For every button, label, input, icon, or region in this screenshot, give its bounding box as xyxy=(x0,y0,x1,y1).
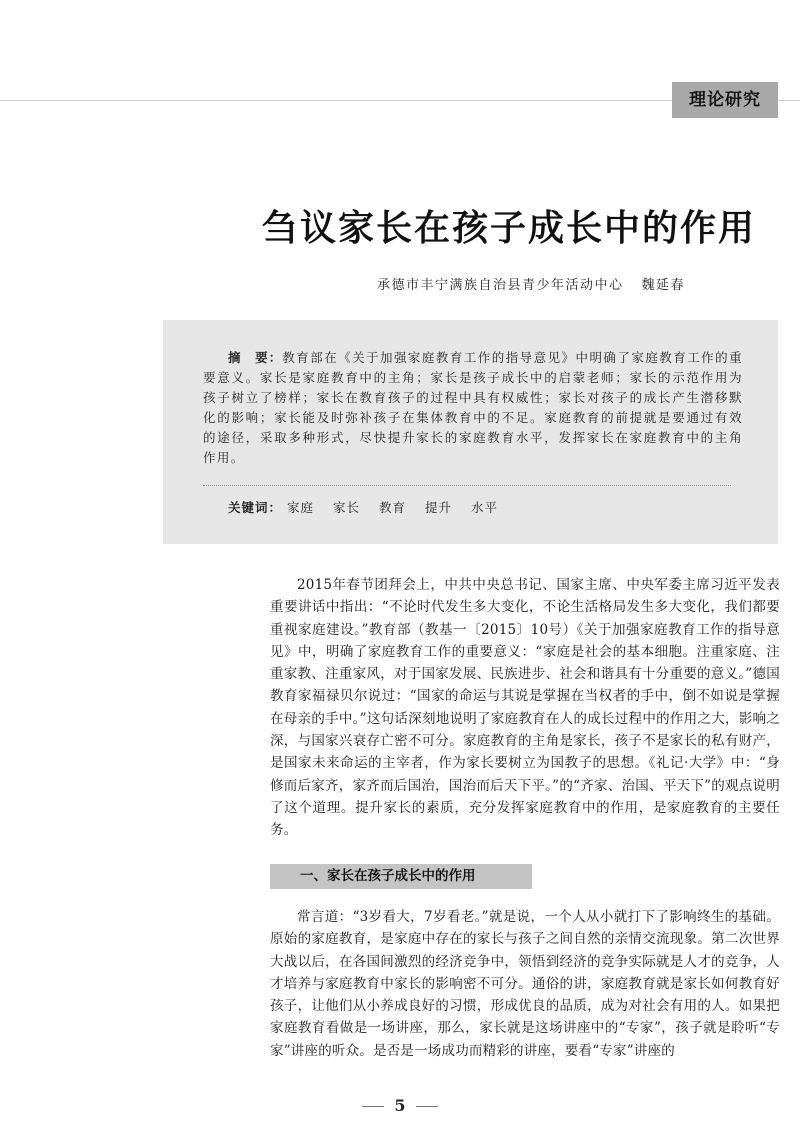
keywords-label: 关键词： xyxy=(228,500,283,515)
page-footer xyxy=(350,1096,450,1115)
abstract-divider xyxy=(203,485,731,486)
keyword: 家庭 xyxy=(287,500,315,515)
byline xyxy=(300,274,685,293)
section-heading-bar xyxy=(270,864,532,889)
keyword: 水平 xyxy=(471,500,499,515)
abstract-label: 摘 要： xyxy=(228,350,283,365)
keywords xyxy=(228,498,512,516)
abstract-text: 教育部在《关于加强家庭教育工作的指导意见》中明确了家庭教育工作的重要意义。家长是家庭教育中的主角；家长是孩子成长中的启蒙老师；家长的示范作用为孩子树立了榜样；家长在教育孩子的过程中具有权威性；家长对孩子的成长产生潜移默化的影响；家长能及时弥补孩子在集体教育中的不足。家庭教育的前提就是要通过有效的途径，采取多种形式，尽快提升家长的家庭教育水平，发挥家长在家庭教育中的主角作用。 xyxy=(203,350,743,465)
section-heading: 一、家长在孩子成长中的作用 xyxy=(300,868,476,884)
footer-dash xyxy=(362,1106,384,1107)
section-tag: 理论研究 xyxy=(672,82,778,118)
page-number: 5 xyxy=(394,1096,406,1115)
author-affiliation: 承德市丰宁满族自治县青少年活动中心 xyxy=(376,278,624,293)
abstract-box xyxy=(163,320,778,544)
body-paragraph: 常言道：“3岁看大，7岁看老。”就是说，一个人从小就打下了影响终生的基础。原始的家庭教育，是家庭中存在的家长与孩子之间自然的亲情交流现象。第二次世界大战以后，在各国间激烈的经济竞争中，领悟到经济的竞争实际就是人才的竞争，人才培养与家庭教育中家长的影响密不可分。通俗的讲，家庭教育就是家长如何教育好孩子，让他们从小养成良好的习惯，形成优良的品质，成为对社会有用的人。如果把家庭教育看做是一场讲座，那么，家长就是这场讲座中的“专家”，孩子就是聆听“专家”讲座的听众。是否是一场成功而精彩的讲座，要看“专家”讲座的 xyxy=(270,909,780,1059)
author-name: 魏延春 xyxy=(641,278,685,293)
keyword: 家长 xyxy=(333,500,361,515)
keyword: 提升 xyxy=(425,500,453,515)
article-title: 刍议家长在孩子成长中的作用 xyxy=(261,208,756,249)
keyword: 教育 xyxy=(379,500,407,515)
footer-dash xyxy=(416,1106,438,1107)
abstract xyxy=(203,348,743,468)
body-paragraph: 2015年春节团拜会上，中共中央总书记、国家主席、中央军委主席习近平发表重要讲话中指出：“不论时代发生多大变化，不论生活格局发生多大变化，我们都要重视家庭建设。”教育部（教基一〔2015〕10号）《关于加强家庭教育工作的指导意见》中，明确了家庭教育工作的重要意义：“家庭是社会的基本细胞。注重家庭、注重家教、注重家风，对于国家发展、民族进步、社会和谐具有十分重要的意义。”德国教育家福禄贝尔说过：“国家的命运与其说是掌握在当权者的手中，倒不如说是掌握在母亲的手中。”这句话深刻地说明了家庭教育在人的成长过程中的作用之大，影响之深，与国家兴衰存亡密不可分。家庭教育的主角是家长，孩子不是家长的私有财产，是国家未来命运的主宰者，作为家长要树立为国教子的思想。《礼记·大学》中：“身修而后家齐，家齐而后国治，国治而后天下平。”的“齐家、治国、平天下”的观点说明了这个道理。提升家长的素质，充分发挥家庭教育中的作用，是家庭教育的主要任务。 xyxy=(270,577,780,839)
